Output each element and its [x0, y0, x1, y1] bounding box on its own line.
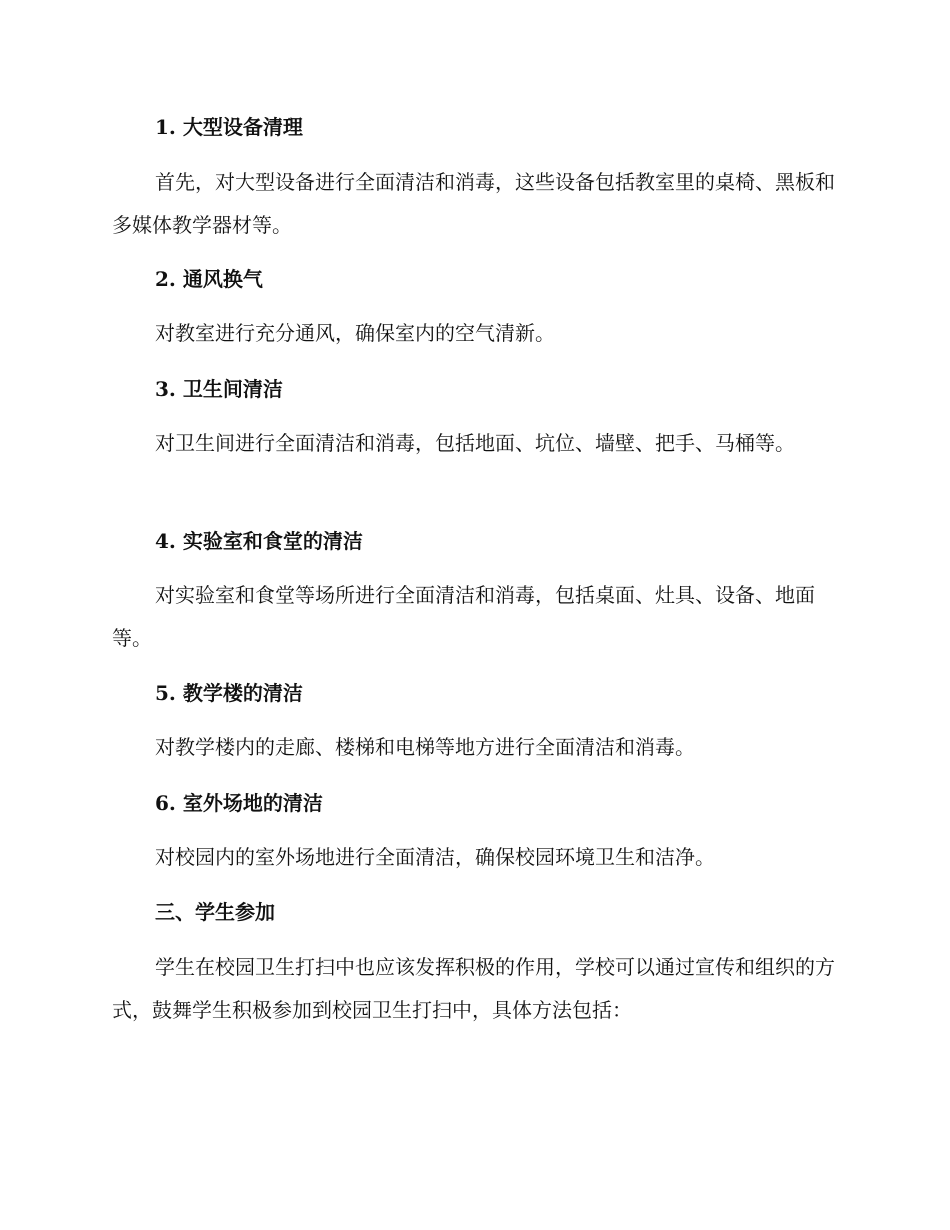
section-heading-1: 1. 大型设备清理 [155, 115, 303, 139]
section-heading-3: 3. 卫生间清洁 [155, 377, 283, 401]
section-heading-4: 4. 实验室和食堂的清洁 [155, 529, 363, 553]
section-body-3: 对卫生间进行全面清洁和消毒，包括地面、坑位、墙壁、把手、马桶等。 [155, 431, 795, 455]
section-heading-2: 2. 通风换气 [155, 267, 263, 291]
section-body-5: 对教学楼内的走廊、楼梯和电梯等地方进行全面清洁和消毒。 [155, 735, 695, 759]
section-body-students: 学生在校园卫生打扫中也应该发挥积极的作用，学校可以通过宣传和组织的方式，鼓舞学生积极参加到校园卫生打扫中，具体方法包括： [112, 955, 835, 1022]
section-heading-students: 三、学生参加 [155, 900, 275, 924]
section-body-1: 首先，对大型设备进行全面清洁和消毒，这些设备包括教室里的桌椅、黑板和多媒体教学器材等。 [112, 170, 835, 237]
section-body-6: 对校园内的室外场地进行全面清洁，确保校园环境卫生和洁净。 [155, 845, 715, 869]
section-heading-6: 6. 室外场地的清洁 [155, 791, 323, 815]
section-body-2: 对教室进行充分通风，确保室内的空气清新。 [155, 321, 555, 345]
section-body-4: 对实验室和食堂等场所进行全面清洁和消毒，包括桌面、灶具、设备、地面等。 [112, 583, 815, 650]
section-heading-5: 5. 教学楼的清洁 [155, 681, 303, 705]
